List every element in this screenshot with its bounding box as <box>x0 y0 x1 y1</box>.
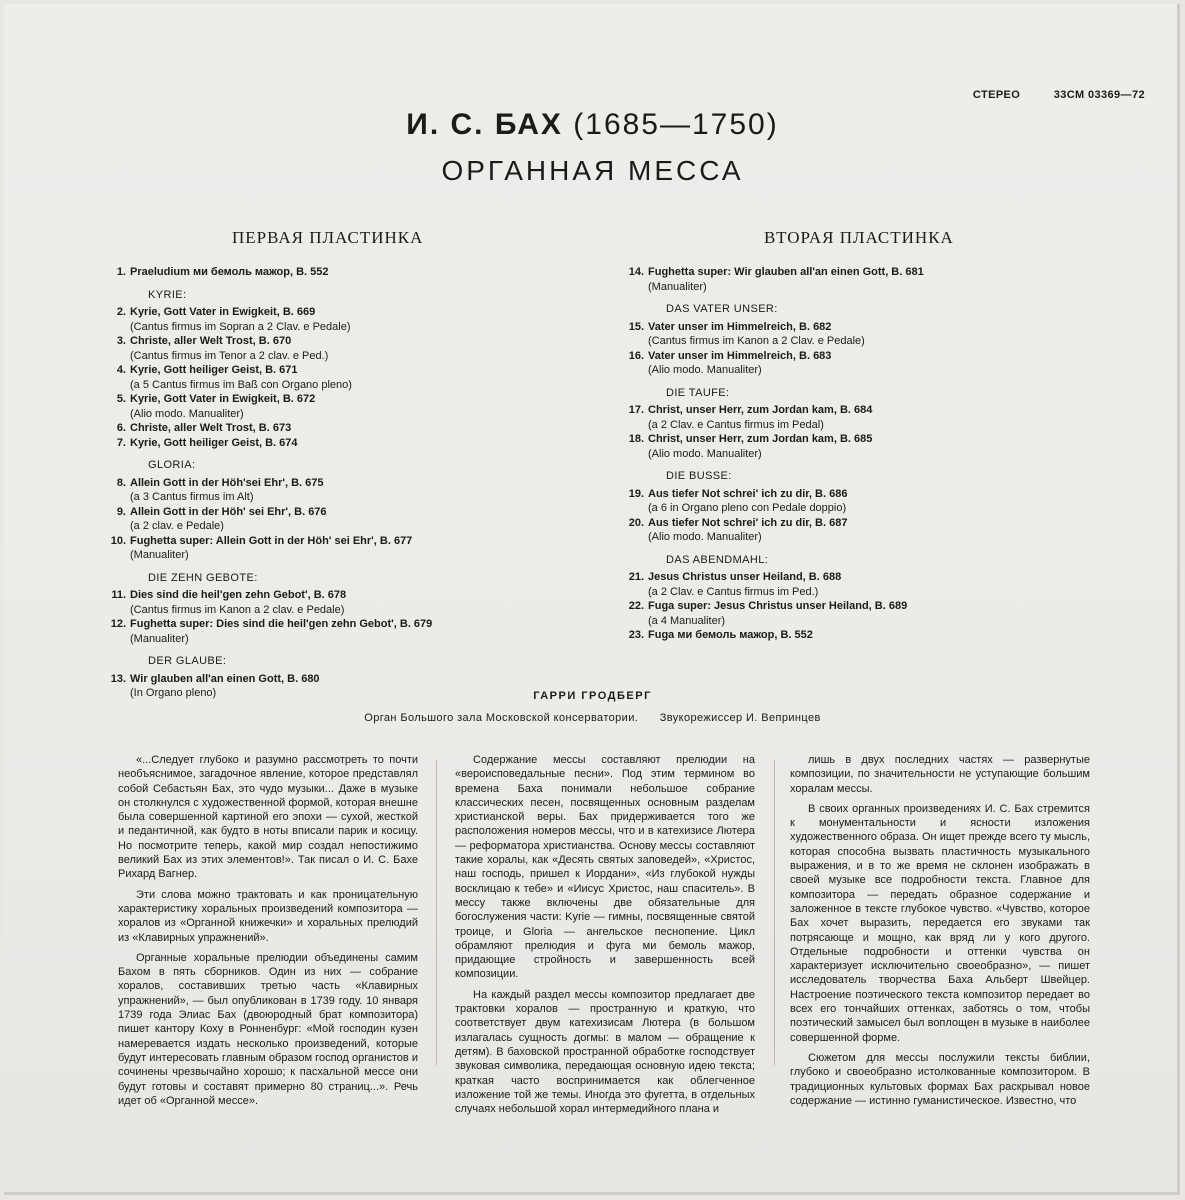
track-row <box>626 599 1066 614</box>
track-row <box>108 363 548 378</box>
track-row <box>626 570 1066 585</box>
composer-name: И. С. БАХ <box>406 108 563 141</box>
section-heading: DIE BUSSE: <box>666 470 732 482</box>
track-row <box>108 534 548 549</box>
section-heading: DAS VATER UNSER: <box>666 303 778 315</box>
notes-paragraph: В своих органных произведениях И. С. Бах стремится к монументальности и ясности изложения художественного образа. Он ищет прежде всего ту мысль, которая способна вызвать пластичность музыкального выражения, и в то же время не склонен изображать в своей музыке все подробности текста. Главное для композитора — передать образное содержание и заложенное в тексте глубокое чувство. «Чувство, которое Бах хочет выразить, передается его звуками так потрясающе и мощно, как вряд ли у кого другого. Отдельные подробности и оттенки чувства он характеризует исключительно своеобразно», — пишет исследователь творчества Баха Альберт Швейцер. Настроение поэтического текста композитор передает во всех его тончайших оттенках, заботясь о том, чтобы поэтический замысел был воплощен в музыке в наиболее совершенной форме. <box>790 802 1090 1044</box>
track-title: Kyrie, Gott heiliger Geist, B. 671 <box>130 364 298 376</box>
track-note: (Alio modo. Manualiter) <box>648 364 762 376</box>
track-note: (Alio modo. Manualiter) <box>648 447 762 460</box>
track-row <box>108 421 548 436</box>
track-title: Christ, unser Herr, zum Jordan kam, B. 685 <box>648 433 873 445</box>
track-title: Christe, aller Welt Trost, B. 670 <box>130 335 292 347</box>
organ-credit: Орган Большого зала Московской консерватории. <box>364 712 639 724</box>
track-row <box>626 265 1066 280</box>
track-number: 22. <box>628 600 644 612</box>
track-row <box>108 476 548 491</box>
work-title: ОРГАННАЯ МЕССА <box>441 155 744 186</box>
track-row <box>108 617 548 632</box>
disc2-tracklist <box>626 265 1066 643</box>
track-row <box>626 403 1066 418</box>
track-number: 9. <box>116 505 126 518</box>
track-title: Allein Gott in der Höh'sei Ehr', B. 675 <box>130 476 324 489</box>
track-note: (a 2 Clav. e Cantus firmus im Ped.) <box>648 585 819 598</box>
track-row <box>626 516 1066 531</box>
track-row <box>108 334 548 349</box>
track-note: (Cantus firmus im Tenor a 2 clav. e Ped.) <box>130 349 329 362</box>
track-note: (a 2 Clav. e Cantus firmus im Pedal) <box>648 418 824 431</box>
disc2-heading: ВТОРАЯ ПЛАСТИНКА <box>764 228 954 247</box>
track-note: (a 2 clav. e Pedale) <box>130 520 224 532</box>
track-note: (a 6 in Organo pleno con Pedale doppio) <box>648 502 847 514</box>
section-heading: GLORIA: <box>148 459 196 471</box>
track-number: 17. <box>628 404 644 416</box>
track-note: (Cantus firmus im Kanon a 2 clav. e Pedale) <box>130 603 345 616</box>
track-number: 1. <box>116 266 126 278</box>
section-heading: DER GLAUBE: <box>148 655 227 667</box>
performer-name: ГАРРИ ГРОДБЕРГ <box>533 690 652 702</box>
track-row <box>626 628 1066 643</box>
track-row <box>108 392 548 407</box>
track-note: (Alio modo. Manualiter) <box>130 407 244 420</box>
track-number: 4. <box>116 364 126 376</box>
track-title: Fuga super: Jesus Christus unser Heiland, B. 689 <box>648 600 908 612</box>
track-row <box>108 588 548 603</box>
track-note: (Cantus firmus im Kanon a 2 Clav. e Pedale) <box>648 335 865 347</box>
track-title: Kyrie, Gott Vater in Ewigkeit, B. 669 <box>130 306 316 318</box>
track-title: Kyrie, Gott heiliger Geist, B. 674 <box>130 436 298 449</box>
track-row <box>626 349 1066 364</box>
track-title: Fughetta super: Dies sind die heil'gen zehn Gebot', B. 679 <box>130 618 433 630</box>
track-number: 13. <box>110 672 126 685</box>
notes-paragraph: На каждый раздел мессы композитор предлагает две трактовки хоралов — пространную и краткую, что соответствует двум катехизисам Лютера (в большом излагалась сущность догмы: в малом — обращение к детям). В баховской пространной обработке господствует звуковая символика, передающая основную идею текста; краткая часто воспринимается как облегченное изложение той же темы. Иногда это фугетта, в отдельных случаях небольшой хорал интермедийного плана и <box>455 988 755 1116</box>
track-number: 14. <box>628 266 644 278</box>
track-note: (a 4 Manualiter) <box>648 614 726 627</box>
track-title: Wir glauben all'an einen Gott, B. 680 <box>130 672 320 685</box>
notes-paragraph: Органные хоральные прелюдии объединены самим Бахом в пять сборников. Один из них — собрание хоралов, составивших третью часть «Клавирных упражнений», — был опубликован в 1739 году. 10 января 1739 года Элиас Бах (двоюродный брат композитора) пишет кантору Коху в Ронненбург: «Мой господин кузен намеревается издать несколько произведений, которые будут интересовать главным образом господ органистов и сочинены чрезвычайно хорошо; к пасхальной мессе они будут готовы и составят примерно 80 страниц...». Речь идет об «Органной мессе». <box>118 951 418 1107</box>
track-title: Praeludium ми бемоль мажор, B. 552 <box>130 266 329 278</box>
composer-dates: (1685—1750) <box>573 108 779 141</box>
track-note: (Manualiter) <box>648 280 707 293</box>
section-heading: KYRIE: <box>148 288 187 301</box>
track-row <box>108 505 548 520</box>
track-row <box>626 320 1066 335</box>
notes-paragraph: «...Следует глубоко и разумно рассмотреть то почти необъяснимое, загадочное явление, которое представлял собой Себастьян Бах, это чудо музыки... Даже в музыке он столкнулся с художественной формой, которая внешне была совершенной картиной его эпохи — сухой, жесткой и педантичной, как будто в ноты вписали парик и косицу. Но посмотрите теперь, какой мир создал непостижимо великий Бах из этих элементов!». Так писал о И. С. Бахе Рихард Вагнер. <box>118 754 418 881</box>
track-title: Fughetta super: Wir glauben all'an einen Gott, B. 681 <box>648 266 924 278</box>
track-title: Vater unser im Himmelreich, B. 683 <box>648 349 832 362</box>
track-number: 12. <box>110 618 126 630</box>
column-divider <box>436 760 437 1065</box>
track-title: Fughetta super: Allein Gott in der Höh' sei Ehr', B. 677 <box>130 534 413 547</box>
track-number: 11. <box>111 589 126 601</box>
track-number: 6. <box>116 422 126 434</box>
composer-heading <box>0 108 1185 142</box>
track-title: Kyrie, Gott Vater in Ewigkeit, B. 672 <box>130 393 316 405</box>
track-note: (Alio modo. Manualiter) <box>648 531 762 543</box>
track-title: Vater unser im Himmelreich, B. 682 <box>648 320 832 333</box>
notes-paragraph: Сюжетом для мессы послужили тексты библии, глубоко и своеобразно истолкованные композитором. В традиционных культовых формах Бах раскрывал новое содержание — истинно гуманистическое. Известно, что <box>790 1051 1090 1107</box>
stereo-label: СТЕРЕО <box>972 89 1021 101</box>
catalog-info <box>973 89 1145 101</box>
track-title: Allein Gott in der Höh' sei Ehr', B. 676 <box>130 505 327 518</box>
disc1-heading: ПЕРВАЯ ПЛАСТИНКА <box>232 228 424 247</box>
track-title: Christe, aller Welt Trost, B. 673 <box>130 422 292 434</box>
track-number: 19. <box>628 487 644 500</box>
track-note: (In Organo pleno) <box>130 687 217 699</box>
track-number: 23. <box>628 629 644 641</box>
track-title: Aus tiefer Not schrei' ich zu dir, B. 686 <box>648 487 848 500</box>
track-row <box>108 265 548 280</box>
catalog-number: 33СМ 03369—72 <box>1053 89 1145 101</box>
track-title: Aus tiefer Not schrei' ich zu dir, B. 687 <box>648 516 848 529</box>
notes-column-3 <box>790 753 1090 1114</box>
section-heading: DIE ZEHN GEBOTE: <box>148 571 258 584</box>
track-note: (Cantus firmus im Sopran a 2 Clav. e Pedale) <box>130 320 351 333</box>
track-number: 10. <box>110 534 126 547</box>
track-number: 3. <box>116 335 126 347</box>
track-row <box>108 672 548 687</box>
section-heading: DIE TAUFE: <box>666 386 730 399</box>
track-number: 2. <box>116 306 126 318</box>
track-number: 8. <box>116 476 126 489</box>
track-row <box>108 436 548 451</box>
track-number: 5. <box>116 393 126 405</box>
track-title: Fuga ми бемоль мажор, B. 552 <box>648 629 813 641</box>
track-note: (Manualiter) <box>130 632 189 645</box>
track-row <box>626 432 1066 447</box>
track-note: (Manualiter) <box>130 549 189 561</box>
track-row <box>108 305 548 320</box>
track-note: (a 5 Cantus firmus im Baß con Organo pleno) <box>130 378 352 391</box>
notes-paragraph: лишь в двух последних частях — развернутые композиции, по значительности не уступающие большим хоралам мессы. <box>790 754 1090 795</box>
track-number: 20. <box>628 516 644 529</box>
track-number: 16. <box>628 349 644 362</box>
track-title: Christ, unser Herr, zum Jordan kam, B. 684 <box>648 404 873 416</box>
notes-paragraph: Эти слова можно трактовать и как проницательную характеристику хоральных произведений композитора — хоралов из «Органной книжечки» и хоральных прелюдий из «Клавирных упражнений». <box>118 888 418 944</box>
credits-line <box>0 712 1185 724</box>
track-number: 15. <box>628 320 644 333</box>
track-number: 7. <box>116 436 126 449</box>
track-number: 21. <box>628 571 644 583</box>
track-row <box>626 487 1066 502</box>
section-heading: DAS ABENDMAHL: <box>666 553 769 566</box>
track-title: Jesus Christus unser Heiland, B. 688 <box>648 571 842 583</box>
notes-column-2 <box>455 753 755 1122</box>
column-divider <box>774 760 775 1065</box>
notes-column-1 <box>118 753 418 1114</box>
engineer-credit: Звукорежиссер И. Вепринцев <box>659 712 821 724</box>
track-note: (a 3 Cantus firmus im Alt) <box>130 491 254 503</box>
disc1-tracklist <box>108 265 548 701</box>
notes-paragraph: Содержание мессы составляют прелюдии на «вероисповедальные песни». Под этим термином во времена Баха понимали небольшое собрание классических песен, посвященных основным разделам христианской веры. Бах придерживается того же расположения номеров мессы, что и в катехизисе Лютера — реформатора христианства. Основу мессы составляют такие хоралы, как «Десять святых заповедей», «Христос, наш господь, пришел к Иордани», «Из глубокой нужды восклицаю к тебе» и «Иисус Христос, наш спаситель». В мессу также включены две обязательные для богослужения части: Kyrie — гимны, посвященные святой троице, и Gloria — ангельское песнопение. Цикл обрамляют прелюдия и фуга ми бемоль мажор, придающие стройность и завершенность всей композиции. <box>455 754 755 981</box>
track-title: Dies sind die heil'gen zehn Gebot', B. 678 <box>130 589 347 601</box>
track-number: 18. <box>628 433 644 445</box>
